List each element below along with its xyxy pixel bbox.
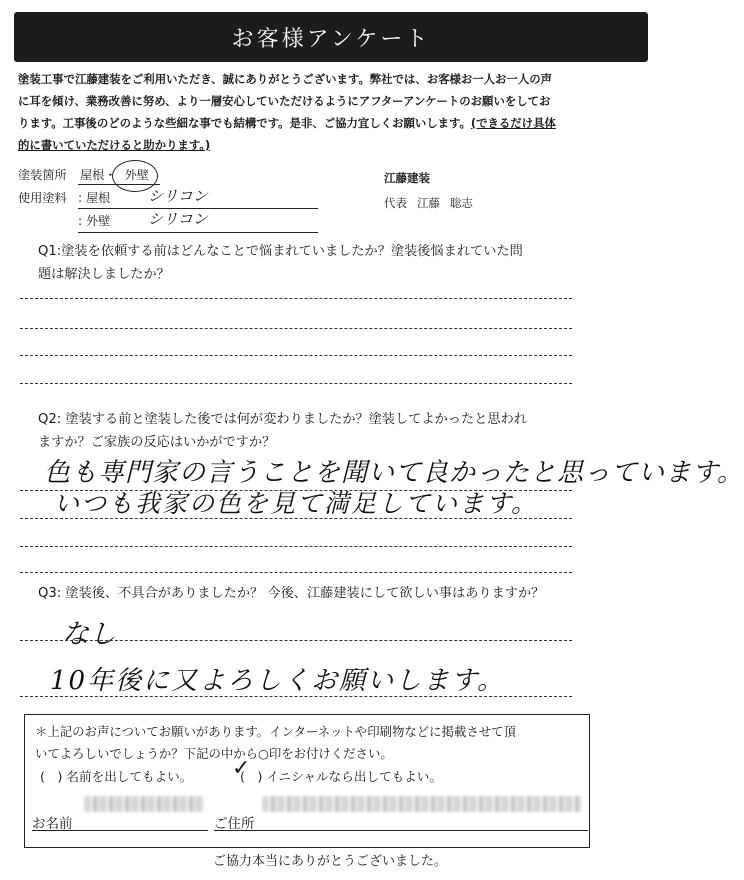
q3-handwritten-answer-1: なし bbox=[62, 619, 116, 650]
rep-first-name: 聡志 bbox=[450, 196, 473, 210]
request-line-2: いてよろしいでしょうか？下記の中から○印をお付けください。 bbox=[35, 746, 393, 761]
intro-line-3-wrap bbox=[18, 112, 638, 134]
material-label: 使用塗料 bbox=[18, 191, 67, 205]
q1-line-2: 題は解決しましたか？ bbox=[38, 267, 170, 282]
address-redacted bbox=[262, 796, 582, 812]
company-representative bbox=[384, 195, 483, 211]
q2-answer-line-3[interactable] bbox=[20, 546, 572, 547]
q1-answer-line-2[interactable] bbox=[20, 328, 572, 329]
request-line-1: ＊上記のお声についてお願いがあります。インターネットや印刷物などに掲載させて頂 bbox=[35, 724, 516, 739]
q1-answer-line-3[interactable] bbox=[20, 355, 572, 356]
location-wall[interactable]: 外壁 bbox=[124, 168, 149, 182]
name-label: お名前 bbox=[32, 816, 73, 832]
material-wall-value[interactable]: シリコン bbox=[148, 210, 208, 228]
material-roof-label: : 屋根 bbox=[78, 191, 111, 205]
q2-question bbox=[38, 408, 598, 454]
rep-title: 代表 bbox=[384, 196, 407, 210]
q2-line-1: Q2: 塗装する前と塗装した後では何が変わりましたか？塗装してよかったと思われ bbox=[38, 412, 527, 427]
q2-handwritten-answer-1: 色も専門家の言うことを聞いて良かったと思っています。 bbox=[44, 458, 744, 488]
address-field-line[interactable] bbox=[214, 830, 588, 831]
material-roof-value[interactable]: シリコン bbox=[148, 187, 208, 205]
company-name: 江藤建装 bbox=[384, 171, 430, 185]
q1-answer-line-4[interactable] bbox=[20, 383, 572, 384]
intro-underlined-2: 的に書いていただけると助かります。) bbox=[18, 138, 211, 152]
option-name-ok[interactable]: ( ) 名前を出してもよい。 bbox=[40, 769, 193, 784]
request-text bbox=[35, 721, 583, 765]
name-field-line[interactable] bbox=[32, 830, 208, 831]
material-roof-underline bbox=[78, 188, 318, 209]
intro-line-2: に耳を傾け、業務改善に努め、より一層安心していただけるようにアフターアンケートのお願いをしてお bbox=[18, 94, 551, 108]
page-title: お客様アンケート bbox=[231, 26, 431, 52]
q3-line-1: Q3: 塗装後、不具合がありましたか？ 今後、江藤建装にして欲しい事はありますか？ bbox=[38, 586, 545, 601]
address-label: ご住所 bbox=[214, 816, 255, 832]
intro-line-1: 塗装工事で江藤建装をご利用いただき、誠にありがとうございます。弊社では、お客様お一人お一人の声 bbox=[18, 72, 552, 86]
location-roof[interactable]: 屋根 bbox=[80, 168, 105, 182]
q3-question bbox=[38, 582, 618, 605]
option-initial-ok[interactable]: ( ) イニシャルなら出してもよい。 bbox=[240, 769, 442, 784]
intro-line-3: ります。工事後のどのような些細な事でも結構です。是非、ご協力宜しくお願いします。 bbox=[18, 116, 471, 130]
rep-last-name: 江藤 bbox=[417, 196, 440, 210]
location-row bbox=[18, 166, 67, 183]
q1-line-1: Q1:塗装を依頼する前はどんなことで悩まれていましたか？塗装後悩まれていた問 bbox=[38, 244, 523, 259]
material-wall-underline bbox=[78, 212, 318, 233]
footer-thanks: ご協力本当にありがとうございました。 bbox=[212, 854, 447, 869]
location-separator: ・ bbox=[104, 168, 117, 182]
name-redacted bbox=[84, 796, 204, 812]
q3-answer-line-2[interactable] bbox=[20, 696, 572, 697]
title-bar bbox=[14, 12, 648, 62]
q3-answer-line-1[interactable] bbox=[20, 640, 572, 641]
check-mark-icon: ✓ bbox=[232, 756, 251, 781]
intro-paragraph bbox=[18, 68, 638, 156]
q1-answer-line-1[interactable] bbox=[20, 298, 572, 299]
intro-underlined-1: (できるだけ具体 bbox=[470, 116, 556, 130]
q2-answer-line-2[interactable] bbox=[20, 518, 572, 519]
q2-line-2: ますか？ご家族の反応はいかがですか？ bbox=[38, 435, 276, 450]
q3-handwritten-answer-2: 10年後に又よろしくお願いします。 bbox=[50, 666, 506, 696]
material-wall-label: : 外壁 bbox=[78, 214, 111, 228]
q2-handwritten-answer-2: いつも我家の色を見て満足しています。 bbox=[54, 489, 539, 518]
q2-answer-line-4[interactable] bbox=[20, 572, 572, 573]
q1-question bbox=[38, 240, 598, 286]
location-label: 塗装箇所 bbox=[18, 168, 67, 182]
